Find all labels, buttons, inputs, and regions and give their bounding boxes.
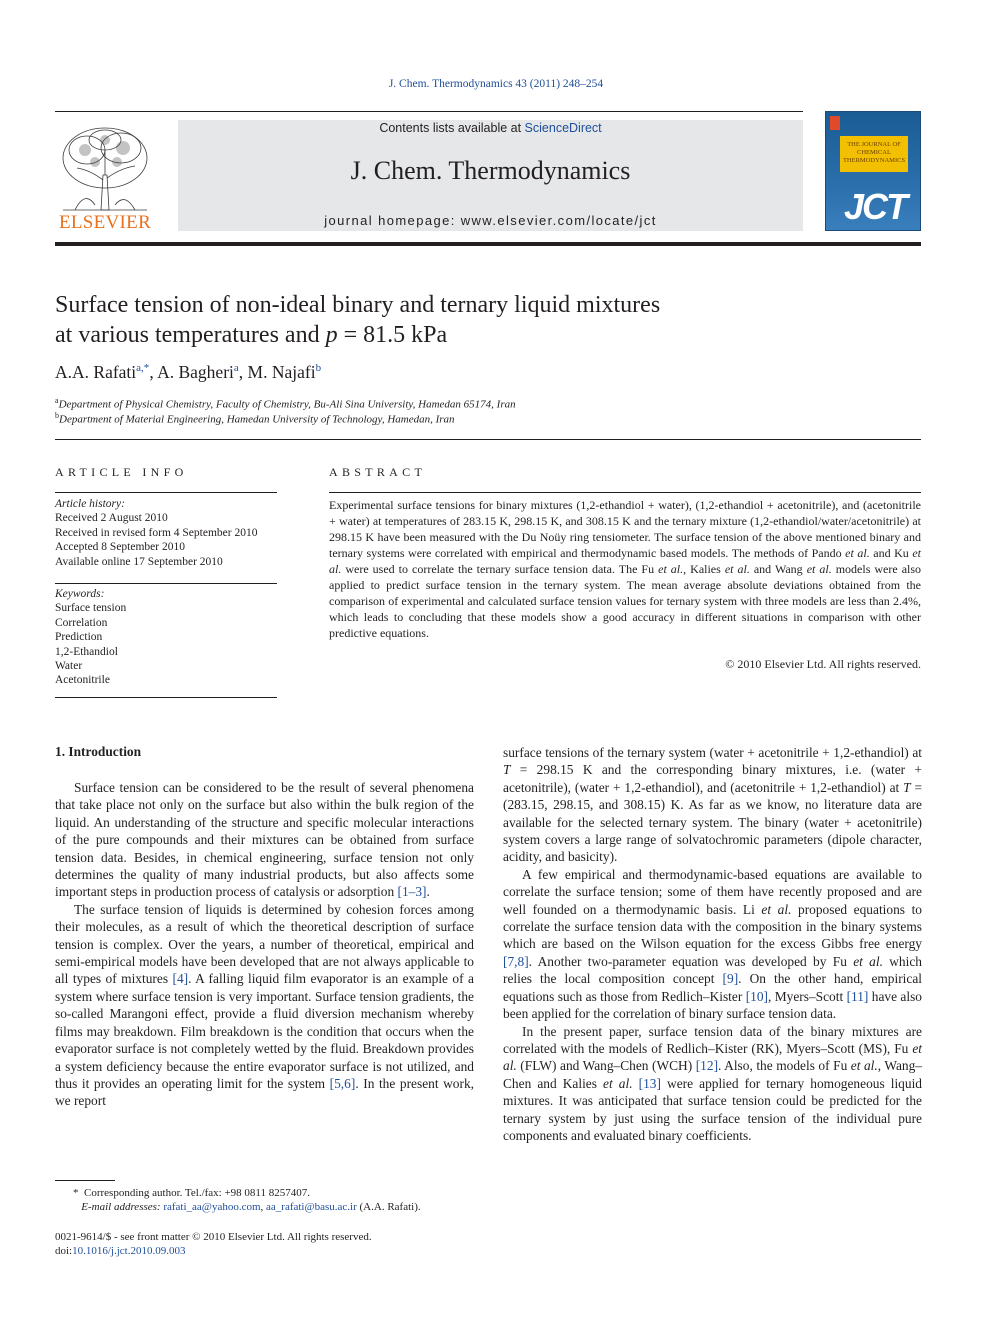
affiliation-text: Department of Physical Chemistry, Faculty of Chemistry, Bu-Ali Sina University, Hamedan 65174, Iran: [58, 398, 516, 411]
text-segment: . A falling liquid film evaporator is an example of a system where surface tension is very important. Surface tension gradients, the so-called Marangoni effect, provide a fluid diversion mechanism whereby films may breakdown. Film breakdown is the condition that occurs when the evaporator surface is not completely wetted by the fluid. Breakdown provides a system deficiency because the entire evaporator surface is not utilized, and thus it provides an operating limit for the system: [55, 971, 474, 1091]
header-rule-bottom: [55, 242, 921, 246]
text-segment: . In the present work, we report: [55, 1075, 474, 1109]
text-segment: have also been applied for the correlation of binary surface tension data.: [503, 988, 922, 1022]
journal-title: J. Chem. Thermodynamics: [350, 156, 631, 185]
cover-corner-mark: [830, 116, 840, 130]
abstract-segment: were used to correlate the ternary surface tension data. The Fu: [341, 562, 659, 576]
abstract-copyright: © 2010 Elsevier Ltd. All rights reserved.: [725, 657, 921, 671]
title-line-2: [55, 320, 795, 350]
keyword: Prediction: [55, 631, 103, 644]
elsevier-wordmark: ELSEVIER: [58, 212, 152, 233]
cover-abbrev: JCT: [844, 186, 907, 227]
history-item: Accepted 8 September 2010: [55, 541, 185, 554]
article-info-rule: [55, 492, 277, 493]
reference-link[interactable]: [10]: [745, 988, 768, 1004]
email-link[interactable]: aa_rafati@basu.ac.ir: [266, 1201, 357, 1214]
author-name[interactable]: A.A. Rafati: [55, 362, 137, 382]
keyword: Correlation: [55, 616, 108, 629]
article-history: [55, 497, 257, 569]
email-suffix: (A.A. Rafati).: [356, 1201, 421, 1214]
email-label: E-mail addresses:: [81, 1201, 161, 1214]
text-segment: Surface tension can be considered to be the result of several phenomena that take place not only on the surface but also within the bulk region of the liquid. An understanding of the structure and specific molecular interactions of the pure compounds and their mixtures can be obtained from surface tension data. Besides, in chemical engineering, surface tension not only determines the quality of many industrial products, but also affects some important steps in production process of catalysis or adsorption: [55, 780, 474, 900]
abstract-segment: , Kalies: [683, 562, 725, 576]
contents-prefix: Contents lists available at: [379, 121, 525, 135]
affiliation-rule: [55, 439, 921, 440]
footnote-mark: *: [73, 1187, 79, 1199]
variable-T: T: [503, 762, 511, 778]
abstract-etal: et al.: [845, 546, 870, 560]
author-affiliation-mark[interactable]: a,*: [136, 362, 150, 375]
etal: et al.: [853, 953, 883, 969]
keywords-label: Keywords:: [55, 588, 105, 600]
title-variable: p: [325, 322, 338, 348]
reference-link[interactable]: [4]: [172, 971, 189, 987]
keywords: [55, 587, 126, 688]
title-line-1: Surface tension of non-ideal binary and ternary liquid mixtures: [55, 292, 661, 318]
email-link[interactable]: rafati_aa@yahoo.com: [163, 1201, 261, 1214]
abstract-segment: Experimental surface tensions for binary mixtures (1,2-ethandiol + water), (1,2-ethandiol + acetonitrile), and (acetonitrile + water) at temperatures of 283.15 K, 298.15 K, and 308.15 K and the ternary mixture (1,2-ethandiol/water/acetonitrile) at 298.15 K have been measured with the Du Noüy ring tensiometer. The surface tension of the above mentioned binary and ternary systems were correlated with empirical and thermodynamic based models. The methods of Pando: [329, 498, 921, 560]
keyword: 1,2-Ethandiol: [55, 645, 118, 658]
email-line: E-mail addresses: rafati_aa@yahoo.com, aa_rafati@basu.ac.ir (A.A. Rafati).: [81, 1201, 421, 1214]
abstract-etal: et al.: [724, 562, 750, 576]
journal-homepage[interactable]: journal homepage: www.elsevier.com/locate/jct: [324, 213, 657, 228]
sciencedirect-link[interactable]: ScienceDirect: [524, 121, 602, 135]
abstract-segment: and Wang: [749, 562, 807, 576]
issn-line: 0021-9614/$ - see front matter © 2010 Elsevier Ltd. All rights reserved.: [55, 1231, 372, 1243]
abstract-text: [329, 497, 921, 641]
paragraph: [503, 1023, 922, 1145]
reference-link[interactable]: [5,6]: [329, 1075, 356, 1091]
paragraph: Surface tension can be considered to be the result of several phenomena that take place not only on the surface but also within the bulk region of the liquid. An understanding of the structure and specific molecular interactions of the pure compounds and their mixtures can be obtained from surface tension data. Besides, in chemical engineering, surface tension not only determines the quality of many industrial products, but also affects some important steps in production process of catalysis or adsorption [1–3].: [55, 780, 474, 900]
text-segment: , Wang–Chen and Kalies: [503, 1058, 922, 1091]
text-segment: (FLW) and Wang–Chen (WCH): [516, 1058, 696, 1074]
title-line-2-suffix: = 81.5 kPa: [337, 322, 448, 348]
reference-link[interactable]: [7,8]: [503, 953, 529, 969]
abstract-etal: et al.: [329, 546, 921, 576]
journal-cover: [825, 111, 921, 231]
article-info-heading: ARTICLE INFO: [55, 465, 188, 479]
abstract-rule: [329, 492, 921, 493]
reference-link[interactable]: [1–3]: [397, 884, 427, 900]
reference-link[interactable]: [9]: [722, 971, 739, 987]
etal: et al.: [850, 1058, 878, 1074]
history-label: Article history:: [55, 498, 125, 510]
article-info-rule: [55, 583, 277, 584]
author-name[interactable]: A. Bagheri: [157, 362, 234, 382]
text-segment: In the present paper, surface tension data of the binary mixtures are correlated with the models of Redlich–Kister (RK), Myers–Scott (MS), Fu: [503, 1023, 922, 1056]
footnote-rule: [55, 1180, 115, 1181]
contents-line: [178, 121, 803, 135]
affiliation-mark: a: [55, 396, 59, 405]
article-info-rule: [55, 697, 277, 698]
intro-heading: 1. Introduction: [55, 744, 142, 759]
corresponding-author-note: [55, 1186, 421, 1200]
etal: et al.: [761, 901, 792, 917]
text-segment: were applied for ternary homogeneous liquid mixtures. It was anticipated that surface tension could be predicted for the ternary system by just using the surface tension of the individual pure components and evaluated binary coefficients.: [503, 1075, 922, 1143]
footnote: [55, 1186, 421, 1215]
corresponding-text: Corresponding author. Tel./fax: +98 0811 8257407.: [84, 1187, 311, 1199]
text-segment: which relies the local composition concept: [503, 953, 922, 987]
text-segment: surface tensions of the ternary system (water + acetonitrile + 1,2-ethandiol) at: [503, 745, 922, 760]
text-segment: The surface tension of liquids is determined by cohesion forces among their molecules, as a result of which the theoretical description of surface tension is complex. Over the years, a number of theoretical, empirical and semi-empirical models have been developed that are not always applicable to all types of mixtures: [55, 901, 474, 987]
paragraph: [55, 901, 474, 1110]
body-column-left: [55, 779, 474, 1110]
author-name[interactable]: M. Najafi: [247, 362, 316, 382]
publication-info: [55, 1230, 372, 1259]
journal-citation[interactable]: J. Chem. Thermodynamics 43 (2011) 248–254: [388, 78, 604, 90]
title-line-2-prefix: at various temperatures and: [55, 322, 326, 348]
history-item: Available online 17 September 2010: [55, 555, 223, 568]
author-affiliation-mark[interactable]: b: [315, 362, 322, 375]
paragraph: [503, 744, 922, 866]
etal: et al.: [503, 1040, 922, 1074]
affiliation-b: [55, 411, 455, 426]
doi-label: doi:: [55, 1245, 73, 1258]
article-title: [55, 290, 795, 350]
affiliation-mark: b: [55, 411, 59, 420]
reference-link[interactable]: [11]: [846, 988, 869, 1004]
abstract-segment: and Ku: [869, 546, 913, 560]
paragraph: [503, 866, 922, 1023]
etal: et al.: [603, 1075, 633, 1091]
abstract-etal: et al.: [806, 562, 832, 576]
text-segment: . Another two-parameter equation was developed by Fu: [528, 953, 854, 969]
history-item: Received 2 August 2010: [55, 512, 168, 525]
abstract-heading: ABSTRACT: [329, 465, 427, 479]
keyword: Surface tension: [55, 602, 127, 615]
doi-line: [55, 1244, 372, 1258]
abstract-segment: models were also applied to predict surface tension in the ternary system. The mean average absolute deviations obtained from the comparison of experimental and calculated surface tension values for ternary system with three models are less than 2.4%, which leads to concluding that these models show a good accuracy in different situations in comparison with other predictive equations.: [329, 562, 922, 640]
doi-link[interactable]: 10.1016/j.jct.2010.09.003: [72, 1245, 186, 1258]
affiliation-a: [55, 396, 516, 411]
text-segment: = 298.15 K and the corresponding binary mixtures, i.e. (water + acetonitrile), (water + 1,2-ethandiol), and (acetonitrile + 1,2-ethandiol) at: [503, 762, 922, 795]
text-segment: . On the other hand, empirical equations such as those from Redlich–Kister: [503, 971, 923, 1004]
cover-label: THE JOURNAL OF CHEMICAL THERMODYNAMICS: [840, 136, 908, 172]
reference-link[interactable]: [13]: [638, 1075, 661, 1091]
text-segment: proposed equations to correlate the surface tension data with the composition in the binary systems which are based on the Wilson equation for the excess Gibbs free energy: [503, 901, 922, 952]
keyword: Acetonitrile: [55, 674, 110, 687]
reference-link[interactable]: [12]: [695, 1058, 719, 1074]
author-affiliation-mark[interactable]: a: [233, 362, 239, 375]
header-rule-top: [55, 111, 803, 112]
history-item: Received in revised form 4 September 2010: [55, 526, 258, 539]
author-list: A.A. Rafati$^{a,*}$, A. Bagheri$^a$, M. Najafi$^b$: [55, 362, 322, 382]
abstract-etal: et al.: [658, 562, 684, 576]
text-segment: = (283.15, 298.15, and 308.15) K. As far as we know, no literature data are available for the selected ternary system. The binary (water + acetonitrile) system covers a large range of solvatochromic parameters (dipole character, acidity, and basicity).: [503, 779, 922, 865]
affiliation-text: Department of Material Engineering, Hamedan University of Technology, Hamedan, Iran: [59, 413, 455, 426]
text-segment: A few empirical and thermodynamic-based equations are available to correlate the surface tension; some of them have recently proposed and are well founded on a thermodynamic basis. Li: [503, 866, 922, 917]
keyword: Water: [55, 660, 83, 673]
text-segment: , Myers–Scott: [768, 988, 847, 1004]
variable-T: T: [903, 779, 911, 795]
text-segment: . Also, the models of Fu: [718, 1058, 851, 1074]
body-column-right: [503, 744, 922, 1144]
